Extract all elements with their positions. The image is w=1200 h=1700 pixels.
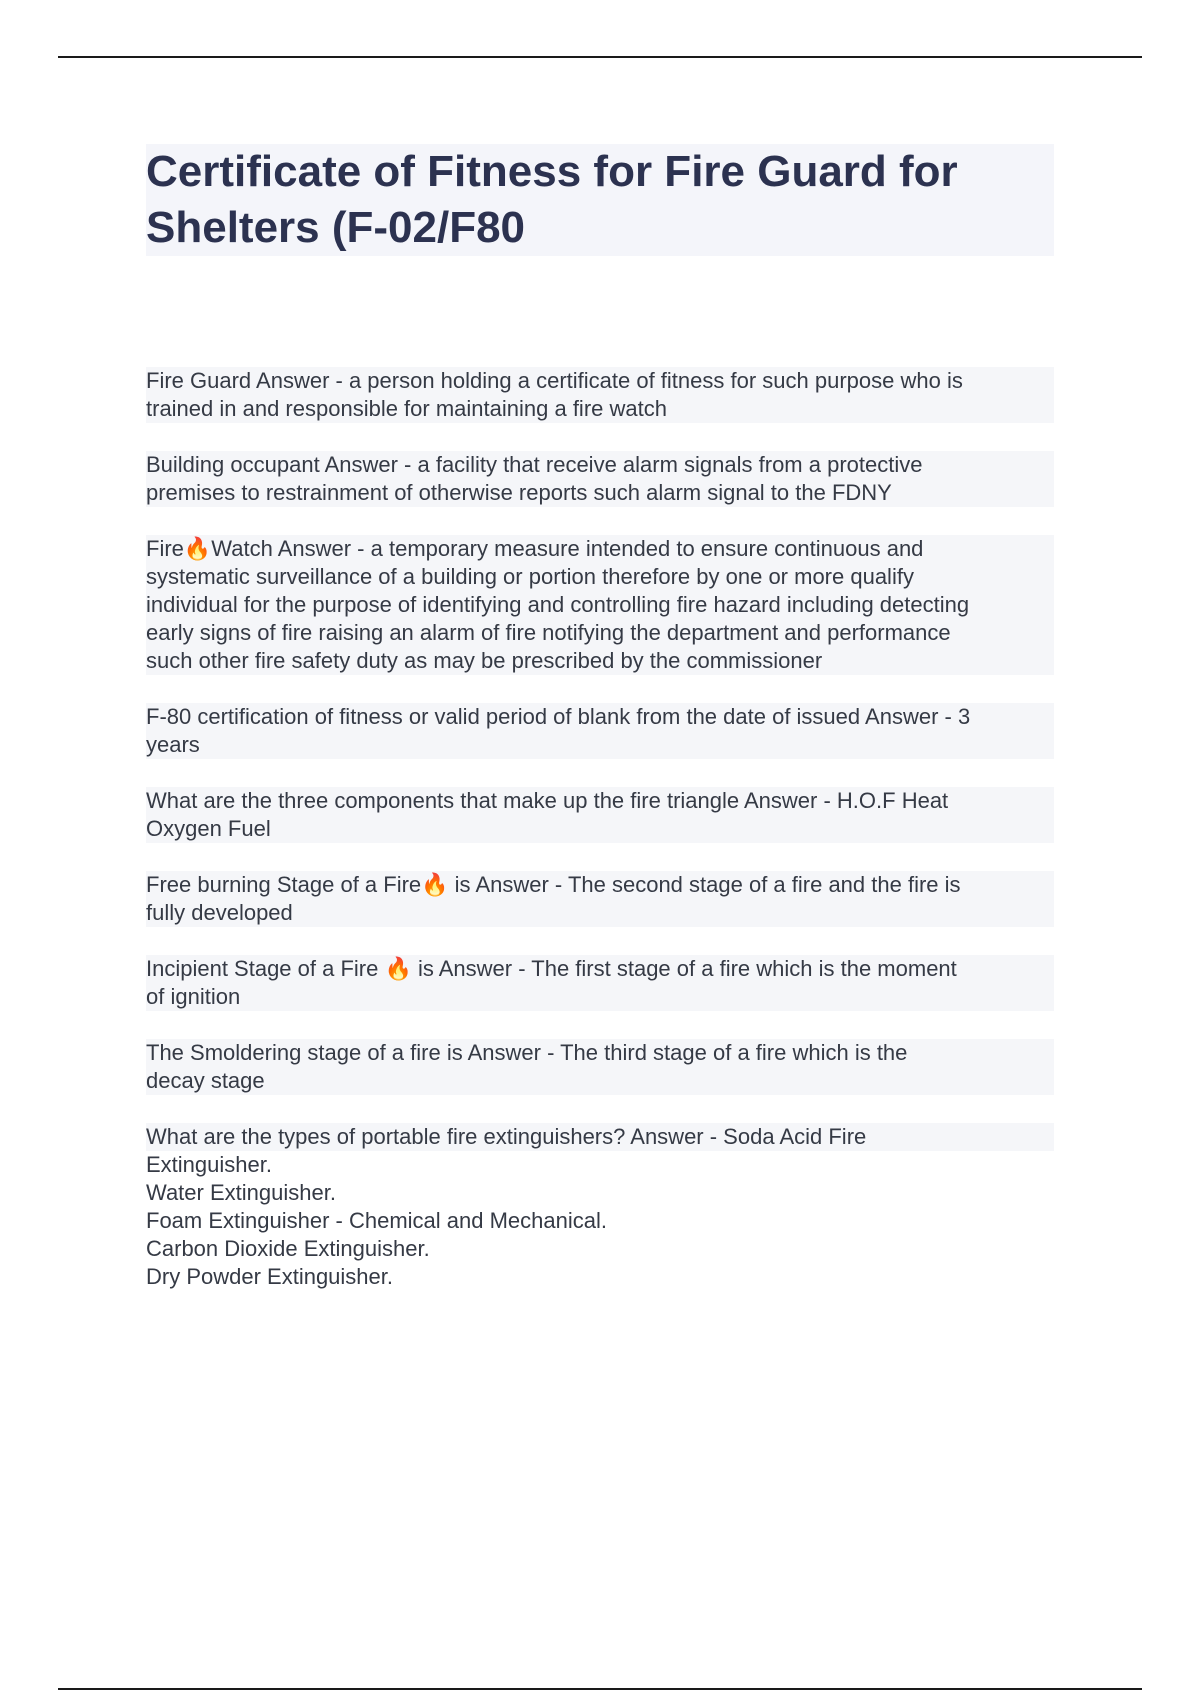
qa-line: trained in and responsible for maintaining a fire watch <box>146 395 1054 423</box>
title-line: Shelters (F-02/F80 <box>146 203 526 252</box>
qa-line: Fire🔥Watch Answer - a temporary measure intended to ensure continuous and <box>146 535 1054 563</box>
qa-line: Extinguisher. <box>146 1152 272 1177</box>
document-title <box>146 144 1054 256</box>
qa-entry <box>146 451 1054 507</box>
qa-line: fully developed <box>146 899 1054 927</box>
qa-entry <box>146 1039 1054 1095</box>
qa-entry <box>146 955 1054 1011</box>
qa-line: Incipient Stage of a Fire 🔥 is Answer - The first stage of a fire which is the moment <box>146 955 1054 983</box>
qa-line: of ignition <box>146 983 1054 1011</box>
qa-line: Oxygen Fuel <box>146 815 1054 843</box>
qa-line: Free burning Stage of a Fire🔥 is Answer - The second stage of a fire and the fire is <box>146 871 1054 899</box>
qa-line: individual for the purpose of identifying and controlling fire hazard including detecting <box>146 591 1054 619</box>
qa-line: Water Extinguisher. <box>146 1180 336 1205</box>
qa-line: What are the three components that make up the fire triangle Answer - H.O.F Heat <box>146 787 1054 815</box>
qa-line: Carbon Dioxide Extinguisher. <box>146 1236 430 1261</box>
qa-entry <box>146 1123 1054 1291</box>
qa-line: such other fire safety duty as may be prescribed by the commissioner <box>146 647 1054 675</box>
qa-list <box>146 367 1054 1319</box>
qa-line: early signs of fire raising an alarm of fire notifying the department and performance <box>146 619 1054 647</box>
bottom-rule <box>58 1688 1142 1690</box>
qa-entry <box>146 367 1054 423</box>
qa-entry <box>146 871 1054 927</box>
qa-line: Foam Extinguisher - Chemical and Mechanical. <box>146 1208 607 1233</box>
top-rule <box>58 56 1142 58</box>
qa-line: years <box>146 731 1054 759</box>
qa-line: The Smoldering stage of a fire is Answer - The third stage of a fire which is the <box>146 1039 1054 1067</box>
qa-line: premises to restrainment of otherwise reports such alarm signal to the FDNY <box>146 479 1054 507</box>
qa-entry <box>146 535 1054 675</box>
qa-line: Dry Powder Extinguisher. <box>146 1264 393 1289</box>
qa-line: Fire Guard Answer - a person holding a certificate of fitness for such purpose who is <box>146 367 1054 395</box>
qa-line: systematic surveillance of a building or portion therefore by one or more qualify <box>146 563 1054 591</box>
qa-line: F-80 certification of fitness or valid period of blank from the date of issued Answer - 3 <box>146 703 1054 731</box>
qa-entry <box>146 703 1054 759</box>
qa-line: What are the types of portable fire extinguishers? Answer - Soda Acid Fire <box>146 1123 1054 1151</box>
title-line: Certificate of Fitness for Fire Guard for <box>146 147 958 196</box>
qa-entry <box>146 787 1054 843</box>
qa-line: decay stage <box>146 1067 1054 1095</box>
qa-line: Building occupant Answer - a facility that receive alarm signals from a protective <box>146 451 1054 479</box>
